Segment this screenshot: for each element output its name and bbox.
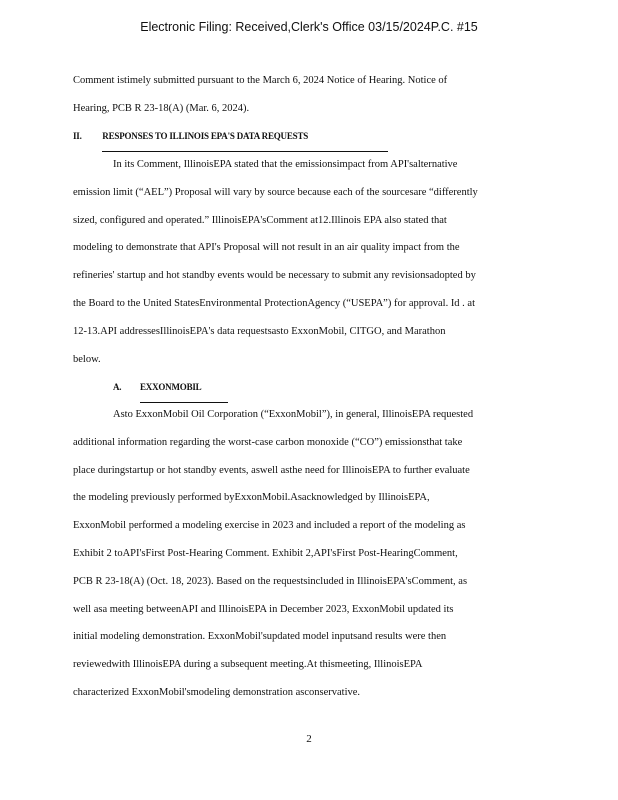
text-line: Comment istimely submitted pursuant to the March 6, 2024 Notice of Hearing. Notice of	[73, 75, 448, 86]
text-line: modeling to demonstrate that API's Proposal will not result in an air quality impact from the	[73, 242, 460, 254]
text-line: In its Comment, IllinoisEPA stated that the emissionsimpact from API'salternative	[113, 159, 458, 170]
text-line: emission limit (“AEL”) Proposal will vary by source because each of the sourcesare “differently	[73, 186, 478, 198]
text-line: reviewedwith IllinoisEPA during a subsequent meeting.At thismeeting, IllinoisEPA	[73, 659, 423, 671]
subsection-heading-a	[73, 374, 533, 402]
text-line: refineries' startup and hot standby events would be necessary to submit any revisionsadopted by	[73, 270, 476, 282]
exxonmobil-paragraph	[73, 401, 533, 707]
subsection-title: EXXONMOBIL	[140, 374, 228, 403]
text-line: Hearing, PCB R 23-18(A) (Mar. 6, 2024).	[73, 102, 250, 114]
main-paragraph	[73, 151, 533, 373]
text-line: characterized ExxonMobil'smodeling demonstration asconservative.	[73, 686, 361, 698]
page-number: 2	[306, 733, 312, 745]
text-line: ExxonMobil performed a modeling exercise in 2023 and included a report of the modeling as	[73, 520, 466, 532]
text-line: below.	[73, 353, 101, 365]
filing-header	[0, 20, 618, 34]
text-line: Exhibit 2 toAPI'sFirst Post-Hearing Comment. Exhibit 2,API'sFirst Post-HearingComment,	[73, 547, 458, 559]
intro-paragraph	[73, 67, 533, 123]
text-line: sized, configured and operated.” IllinoisEPA'sComment at12.Illinois EPA also stated that	[73, 214, 447, 226]
text-line: the modeling previously performed byExxonMobil.Asacknowledged by IllinoisEPA,	[73, 492, 430, 504]
text-line: additional information regarding the worst-case carbon monoxide (“CO”) emissionsthat take	[73, 436, 463, 448]
subsection-letter: A.	[113, 382, 122, 392]
text-line: 12-13.API addressesIllinoisEPA's data requestsasto ExxonMobil, CITGO, and Marathon	[73, 325, 446, 337]
text-line: the Board to the United StatesEnvironmental ProtectionAgency (“USEPA”) for approval. Id . at	[73, 297, 476, 309]
text-line: PCB R 23-18(A) (Oct. 18, 2023). Based on the requestsincluded in IllinoisEPA'sComment, as	[73, 575, 468, 587]
text-line: initial modeling demonstration. ExxonMobil'supdated model inputsand results were then	[73, 631, 447, 643]
section-title: RESPONSES TO ILLINOIS EPA'S DATA REQUESTS	[102, 123, 388, 152]
section-heading-ii	[73, 123, 533, 151]
text-line: place duringstartup or hot standby events, aswell asthe need for IllinoisEPA to further evaluate	[73, 464, 470, 476]
text-line: well asa meeting betweenAPI and IllinoisEPA in December 2023, ExxonMobil updated its	[73, 603, 454, 615]
filing-header-text: Electronic Filing: Received,Clerk's Office 03/15/2024P.C. #15	[140, 20, 478, 34]
text-line: Asto ExxonMobil Oil Corporation (“ExxonMobil”), in general, IllinoisEPA requested	[113, 409, 474, 420]
section-number: II.	[73, 131, 82, 141]
